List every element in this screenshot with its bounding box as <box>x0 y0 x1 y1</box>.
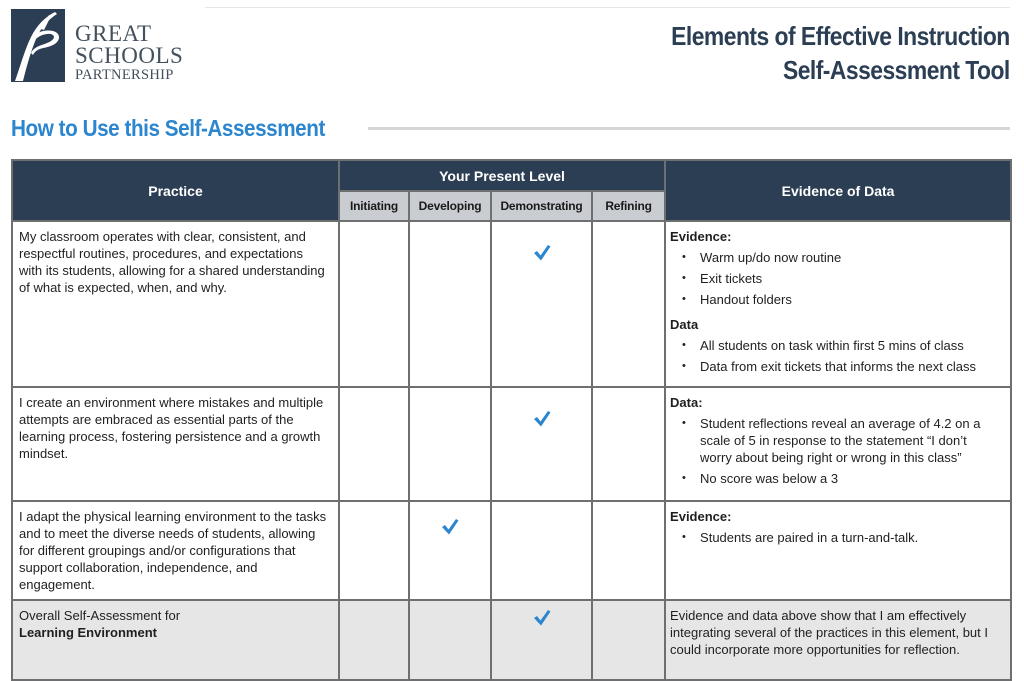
evidence-cell <box>665 501 1011 600</box>
header-level-refining: Refining <box>592 191 665 221</box>
logo-line-great: GREAT <box>75 21 152 46</box>
checkmark-icon <box>533 609 551 627</box>
level-cell-refining[interactable] <box>592 600 665 680</box>
practice-cell: I adapt the physical learning environment to the tasks and to meet the diverse needs of students, allowing for different groupings and/or configurations that support collaboration, independence, and engagement. <box>12 501 339 600</box>
list-item: • No score was below a 3 <box>682 470 1002 487</box>
gsp-logo-mark-icon <box>11 9 65 82</box>
level-cell-demonstrating[interactable] <box>491 387 592 501</box>
level-cell-demonstrating[interactable] <box>491 600 592 680</box>
practice-cell: My classroom operates with clear, consistent, and respectful routines, procedures, and expectations with its students, allowing for a shared understanding of what is expected, when, and why. <box>12 221 339 387</box>
list-item: • Students are paired in a turn-and-talk. <box>682 529 1002 546</box>
level-cell-initiating[interactable] <box>339 600 409 680</box>
checkmark-icon <box>533 410 551 428</box>
logo-wordmark <box>75 23 183 84</box>
data-list <box>670 337 1002 375</box>
level-cell-initiating[interactable] <box>339 387 409 501</box>
section-rule <box>368 127 1010 130</box>
header-practice: Practice <box>12 160 339 221</box>
great-schools-partnership-logo <box>11 9 201 85</box>
header-level-demonstrating: Demonstrating <box>491 191 592 221</box>
section-title: How to Use this Self-Assessment <box>11 114 325 141</box>
overall-row <box>12 600 1011 680</box>
overall-summary: Evidence and data above show that I am effectively integrating several of the practices in this element, but I could incorporate more opportunities for reflection. <box>665 600 1011 680</box>
level-cell-refining[interactable] <box>592 387 665 501</box>
list-item: • Warm up/do now routine <box>682 249 1002 266</box>
data-label: Data <box>670 317 699 332</box>
evidence-label: Evidence: <box>670 229 732 244</box>
level-cell-initiating[interactable] <box>339 221 409 387</box>
checkmark-icon <box>441 518 459 536</box>
overall-element-name: Learning Environment <box>19 625 157 640</box>
self-assessment-table <box>11 159 1012 681</box>
level-cell-developing[interactable] <box>409 387 491 501</box>
evidence-list <box>670 529 1002 546</box>
level-cell-developing[interactable] <box>409 600 491 680</box>
practice-cell: I create an environment where mistakes and multiple attempts are embraced as essential parts of the learning process, fostering persistence and a growth mindset. <box>12 387 339 501</box>
evidence-list <box>670 249 1002 308</box>
header-level-developing: Developing <box>409 191 491 221</box>
table-row <box>12 501 1011 600</box>
table-row <box>12 221 1011 387</box>
overall-label: Overall Self-Assessment for <box>19 608 181 623</box>
table-row <box>12 387 1011 501</box>
level-cell-refining[interactable] <box>592 221 665 387</box>
logo-line-schools: SCHOOLS <box>75 43 184 68</box>
logo-line-partnership: PARTNERSHIP <box>75 67 174 83</box>
header-evidence: Evidence of Data <box>665 160 1011 221</box>
evidence-cell <box>665 387 1011 501</box>
checkmark-icon <box>533 244 551 262</box>
list-item: • Exit tickets <box>682 270 1002 287</box>
list-item: • Handout folders <box>682 291 1002 308</box>
document-title <box>671 19 1010 87</box>
level-cell-refining[interactable] <box>592 501 665 600</box>
header-level-initiating: Initiating <box>339 191 409 221</box>
level-cell-developing[interactable] <box>409 221 491 387</box>
overall-label-cell <box>12 600 339 680</box>
top-divider <box>205 7 1010 8</box>
list-item: • Student reflections reveal an average of 4.2 on a scale of 5 in response to the statement “I don’t worry about being right or wrong in this class” <box>682 415 1002 466</box>
document-title-line1: Elements of Effective Instruction <box>671 21 1010 51</box>
list-item: • Data from exit tickets that informs the next class <box>682 358 1002 375</box>
data-list <box>670 415 1002 487</box>
header-present-level: Your Present Level <box>339 160 665 191</box>
evidence-cell <box>665 221 1011 387</box>
level-cell-initiating[interactable] <box>339 501 409 600</box>
data-label: Data: <box>670 395 703 410</box>
document-title-line2: Self-Assessment Tool <box>783 55 1010 85</box>
section-heading <box>11 113 1010 143</box>
evidence-label: Evidence: <box>670 509 732 524</box>
level-cell-demonstrating[interactable] <box>491 221 592 387</box>
level-cell-demonstrating[interactable] <box>491 501 592 600</box>
level-cell-developing[interactable] <box>409 501 491 600</box>
list-item: • All students on task within first 5 mins of class <box>682 337 1002 354</box>
